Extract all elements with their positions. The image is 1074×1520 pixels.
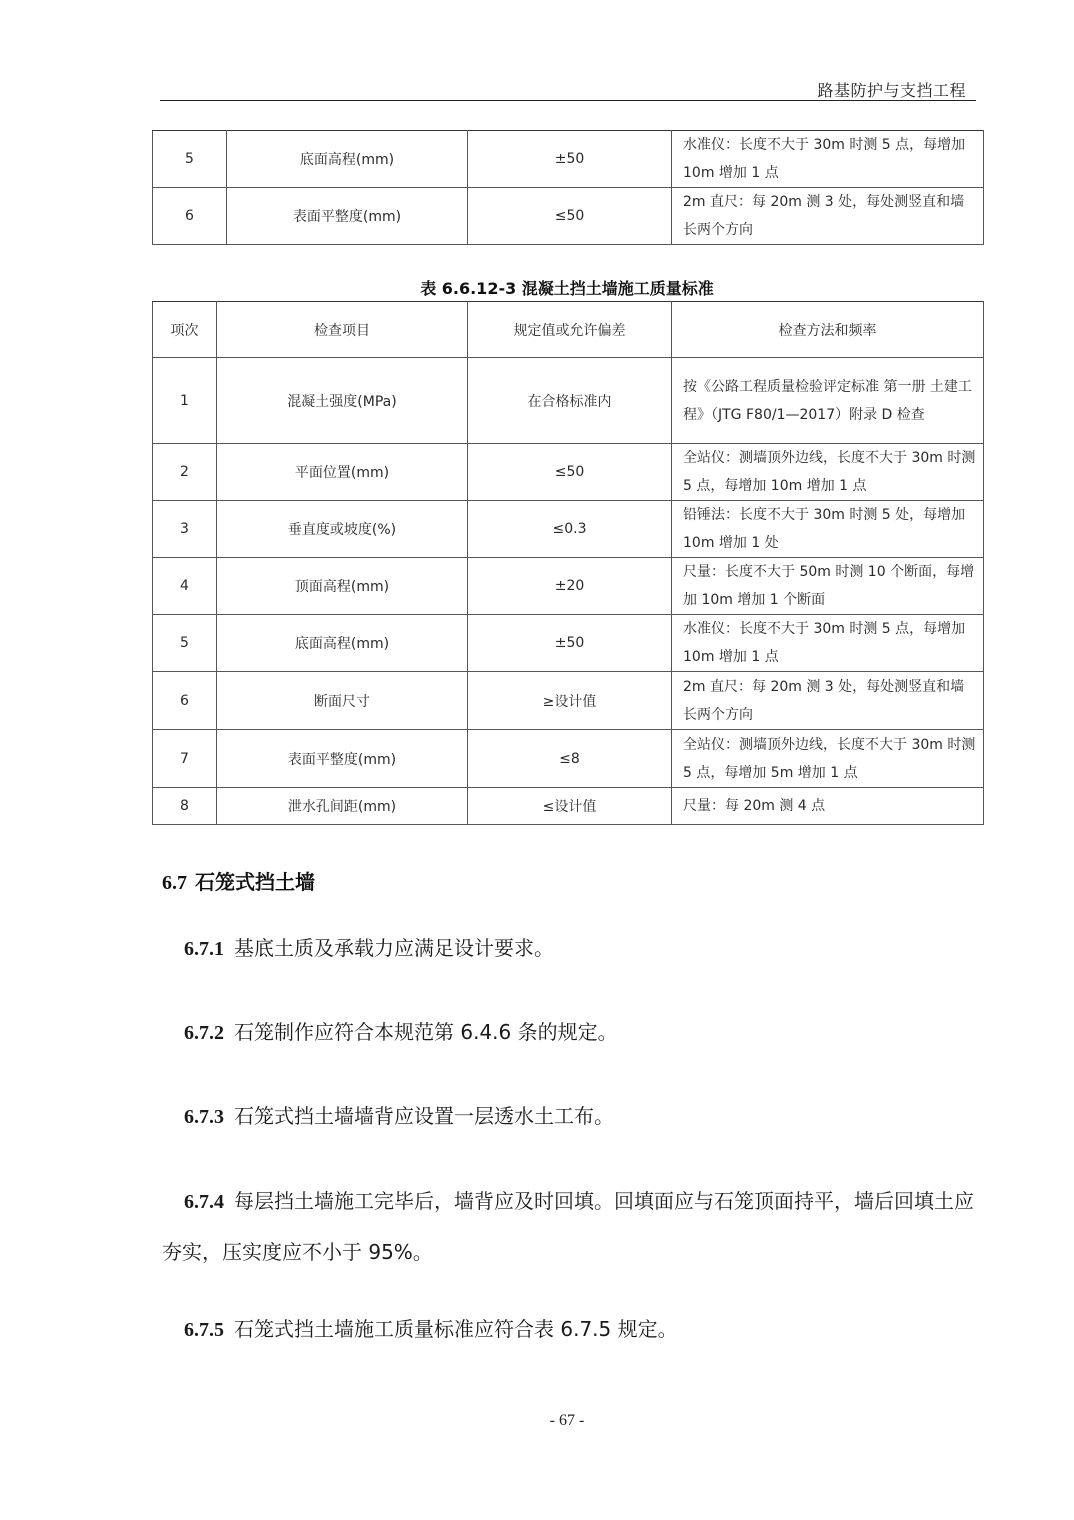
table-row (153, 501, 984, 558)
clause-number: 6.7.1 (184, 938, 224, 960)
cell-tolerance: ≥设计值 (468, 672, 672, 730)
cell-tolerance: ≤50 (468, 444, 672, 501)
clause-6-7-2 (162, 1008, 978, 1057)
clause-text: 每层挡土墙施工完毕后，墙背应及时回填。回填面应与石笼顶面持平，墙后回填土应夯实，压实度应不小于 95%。 (162, 1189, 974, 1264)
table-header-row (153, 302, 984, 358)
cell-no: 2 (153, 444, 217, 501)
clause-number: 6.7.4 (184, 1191, 224, 1213)
cell-item: 混凝土强度(MPa) (217, 358, 468, 444)
clause-6-7-4 (162, 1176, 978, 1277)
cell-no: 1 (153, 358, 217, 444)
clause-number: 6.7.3 (184, 1106, 224, 1128)
cell-item: 平面位置(mm) (217, 444, 468, 501)
cell-no: 6 (153, 188, 227, 245)
clause-text: 石笼制作应符合本规范第 6.4.6 条的规定。 (234, 1020, 618, 1044)
cell-tolerance: 在合格标准内 (468, 358, 672, 444)
cell-item: 顶面高程(mm) (217, 558, 468, 615)
header-tolerance: 规定值或允许偏差 (468, 302, 672, 358)
clause-6-7-1 (162, 924, 978, 973)
cell-tolerance: ≤50 (468, 188, 672, 245)
clause-text: 石笼式挡土墙施工质量标准应符合表 6.7.5 规定。 (234, 1317, 678, 1341)
table-row (153, 358, 984, 444)
cell-method: 水准仪：长度不大于 30m 时测 5 点，每增加 10m 增加 1 点 (672, 131, 984, 188)
cell-no: 3 (153, 501, 217, 558)
continued-table (152, 130, 984, 245)
cell-no: 4 (153, 558, 217, 615)
cell-item: 表面平整度(mm) (227, 188, 468, 245)
cell-item: 底面高程(mm) (227, 131, 468, 188)
table-caption: 表 6.6.12-3 混凝土挡土墙施工质量标准 (420, 279, 714, 298)
cell-method: 全站仪：测墙顶外边线，长度不大于 30m 时测 5 点，每增加 10m 增加 1 点 (672, 444, 984, 501)
clause-text: 石笼式挡土墙墙背应设置一层透水土工布。 (234, 1104, 614, 1128)
table-row (153, 188, 984, 245)
cell-method: 2m 直尺：每 20m 测 3 处，每处测竖直和墙长两个方向 (672, 672, 984, 730)
cell-tolerance: ≤8 (468, 730, 672, 788)
cell-method: 尺量：长度不大于 50m 时测 10 个断面，每增加 10m 增加 1 个断面 (672, 558, 984, 615)
cell-no: 7 (153, 730, 217, 788)
cell-tolerance: ≤0.3 (468, 501, 672, 558)
clause-text: 基底土质及承载力应满足设计要求。 (234, 936, 554, 960)
cell-method: 全站仪：测墙顶外边线，长度不大于 30m 时测 5 点，每增加 5m 增加 1 点 (672, 730, 984, 788)
table-row (153, 615, 984, 672)
cell-method: 尺量：每 20m 测 4 点 (672, 788, 984, 825)
header-item: 检查项目 (217, 302, 468, 358)
table-row (153, 672, 984, 730)
cell-method: 按《公路工程质量检验评定标准 第一册 土建工程》（JTG F80/1—2017）附录 D 检查 (672, 358, 984, 444)
cell-no: 5 (153, 615, 217, 672)
cell-method: 水准仪：长度不大于 30m 时测 5 点，每增加 10m 增加 1 点 (672, 615, 984, 672)
cell-item: 垂直度或坡度(%) (217, 501, 468, 558)
cell-item: 底面高程(mm) (217, 615, 468, 672)
cell-item: 泄水孔间距(mm) (217, 788, 468, 825)
running-header-title: 路基防护与支挡工程 (817, 81, 966, 100)
cell-tolerance: ≤设计值 (468, 788, 672, 825)
cell-tolerance: ±20 (468, 558, 672, 615)
cell-method: 铅锤法：长度不大于 30m 时测 5 处，每增加 10m 增加 1 处 (672, 501, 984, 558)
section-heading (162, 866, 315, 895)
table-row (153, 788, 984, 825)
table-row (153, 131, 984, 188)
clause-6-7-3 (162, 1092, 978, 1141)
cell-no: 6 (153, 672, 217, 730)
quality-standard-table (152, 301, 984, 825)
page-number: - 67 - (549, 1412, 585, 1429)
section-number: 6.7 (162, 872, 187, 894)
cell-method: 2m 直尺：每 20m 测 3 处，每处测竖直和墙长两个方向 (672, 188, 984, 245)
table-row (153, 730, 984, 788)
header-rule (160, 100, 976, 101)
header-method: 检查方法和频率 (672, 302, 984, 358)
clause-number: 6.7.5 (184, 1319, 224, 1341)
header-no: 项次 (153, 302, 217, 358)
section-title: 石笼式挡土墙 (195, 870, 315, 894)
cell-tolerance: ±50 (468, 131, 672, 188)
cell-item: 断面尺寸 (217, 672, 468, 730)
cell-no: 8 (153, 788, 217, 825)
cell-tolerance: ±50 (468, 615, 672, 672)
cell-item: 表面平整度(mm) (217, 730, 468, 788)
cell-no: 5 (153, 131, 227, 188)
clause-6-7-5 (162, 1305, 978, 1354)
table-row (153, 558, 984, 615)
clause-number: 6.7.2 (184, 1022, 224, 1044)
table-row (153, 444, 984, 501)
